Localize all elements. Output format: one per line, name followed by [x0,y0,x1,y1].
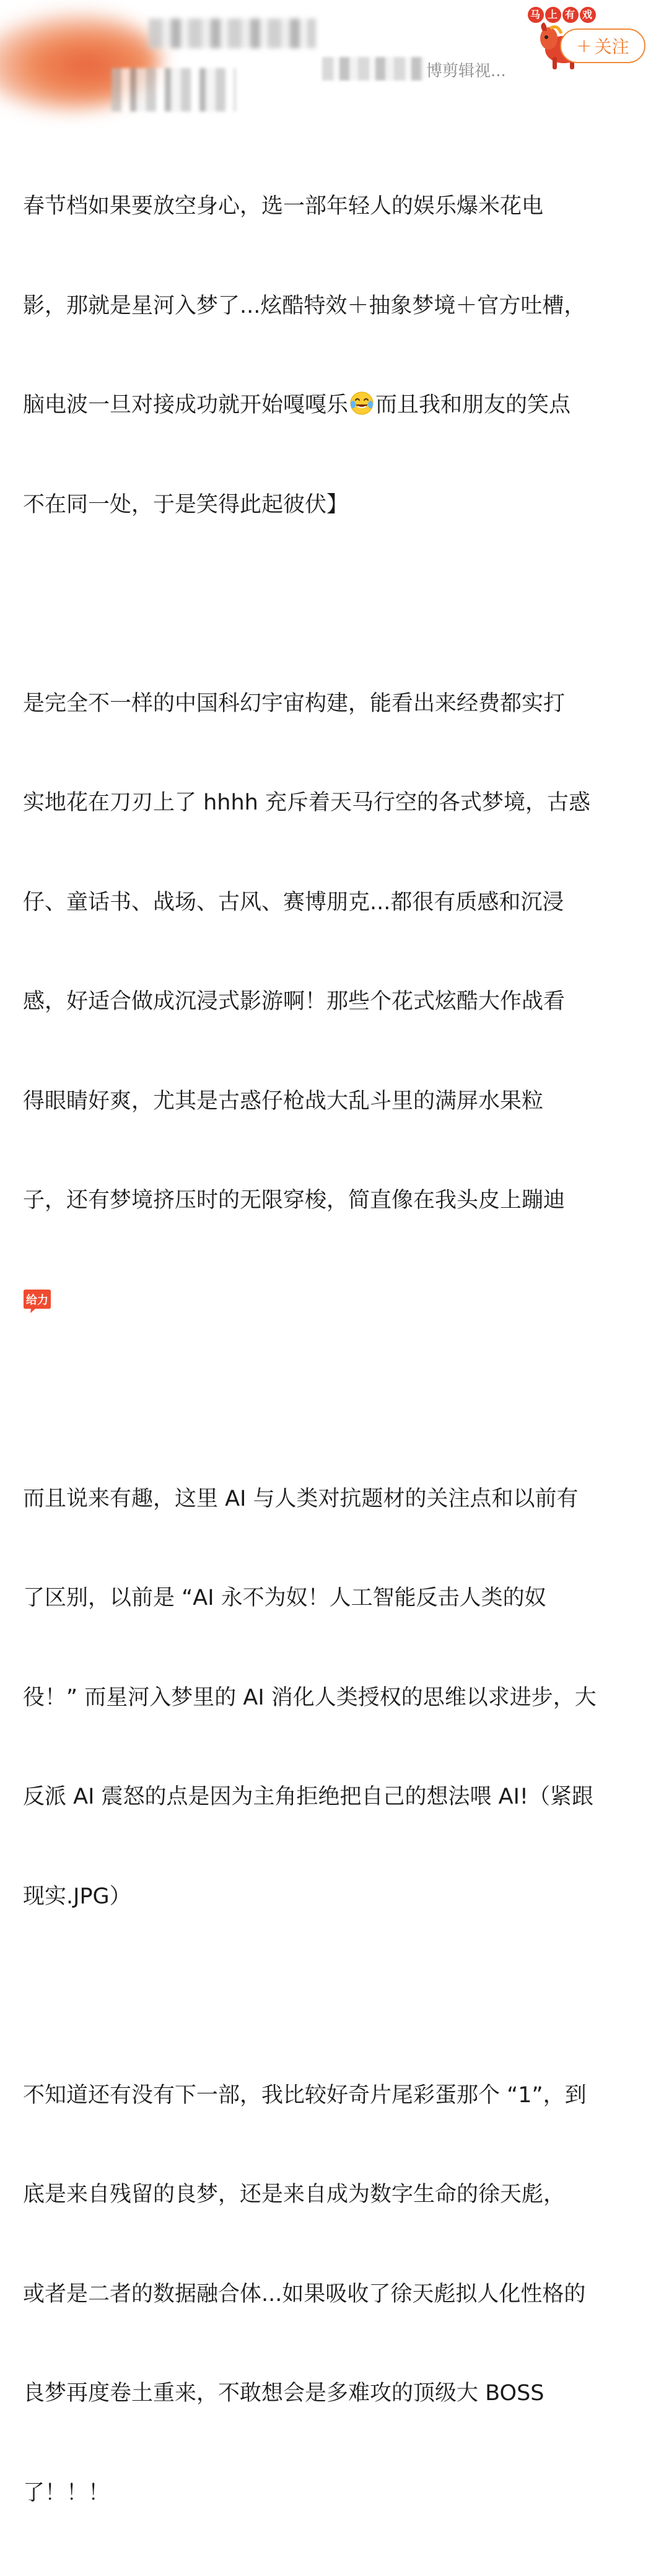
text-line: 底是来自残留的良梦，还是来自成为数字生命的徐天彪， [23,2178,649,2212]
text-line: 了！！！ [23,2477,649,2510]
post-body [23,124,649,2576]
badge-char: 马 [528,7,544,23]
text-line: 实地花在刀刃上了 hhhh 充斥着天马行空的各式梦境，古惑 [23,787,649,820]
badge-char: 戏 [580,7,596,23]
text-line [23,1284,649,1317]
text-line: 影，那就是星河入梦了...炫酷特效＋抽象梦境＋官方吐槽， [23,290,649,323]
paragraph-gap [23,1980,649,2013]
text-line: 反派 AI 震怒的点是因为主角拒绝把自己的想法喂 AI!（紧跟 [23,1781,649,1814]
username-redacted[interactable] [149,19,316,48]
text-line: 役！” 而星河入梦里的 AI 消化人类授权的思维以求进步，大 [23,1682,649,1715]
text-line: 子，还有梦境挤压时的无限穿梭，简直像在我头皮上蹦迪 [23,1184,649,1218]
text-line: 现实.JPG） [23,1880,649,1914]
source-label: 博剪辑视... [426,58,506,81]
post-header [0,0,669,108]
text-line: 是完全不一样的中国科幻宇宙构建，能看出来经费都实打 [23,688,649,721]
paragraph-gap [23,588,649,621]
text-line: 不在同一处，于是笑得此起彼伏】 [23,489,649,522]
sticker-label: 给力 [26,1293,48,1307]
plus-icon: + [576,35,592,57]
paragraph [23,124,649,588]
text-line: 而且说来有趣，这里 AI 与人类对抗题材的关注点和以前有 [23,1483,649,1516]
text-line: 仔、童话书、战场、古风、赛博朋克...都很有质感和沉浸 [23,886,649,920]
follow-label: 关注 [595,33,629,58]
text-line [23,389,649,422]
paragraph [23,621,649,1384]
follow-button[interactable] [560,28,645,63]
badge-char: 有 [562,7,579,23]
text-line: 或者是二者的数据融合体...如果吸收了徐天彪拟人化性格的 [23,2278,649,2312]
jiayou-sticker-icon [23,1287,51,1314]
paragraph [23,2013,649,2576]
source-redacted [322,57,424,81]
text-line: 不知道还有没有下一部，我比较好奇片尾彩蛋那个 “1”，到 [23,2079,649,2113]
text-line: 良梦再度卷土重来，不敢想会是多难攻的顶级大 BOSS [23,2377,649,2411]
paragraph-gap [23,1383,649,1417]
text-line: 春节档如果要放空身心，选一部年轻人的娱乐爆米花电 [23,190,649,224]
badge-char: 上 [545,7,561,23]
text-segment: 脑电波一旦对接成功就开始嘎嘎乐 [23,393,348,417]
text-line: 了区别，以前是 “AI 永不为奴！人工智能反击人类的奴 [23,1582,649,1615]
paragraph [23,1417,649,1980]
text-line: 感，好适合做成沉浸式影游啊！那些个花式炫酷大作战看 [23,985,649,1019]
post-meta-redacted [112,68,235,111]
text-segment: 而且我和朋友的笑点 [375,393,571,417]
text-line: 得眼睛好爽，尤其是古惑仔枪战大乱斗里的满屏水果粒 [23,1085,649,1119]
laugh-cry-emoji-icon [349,391,374,416]
